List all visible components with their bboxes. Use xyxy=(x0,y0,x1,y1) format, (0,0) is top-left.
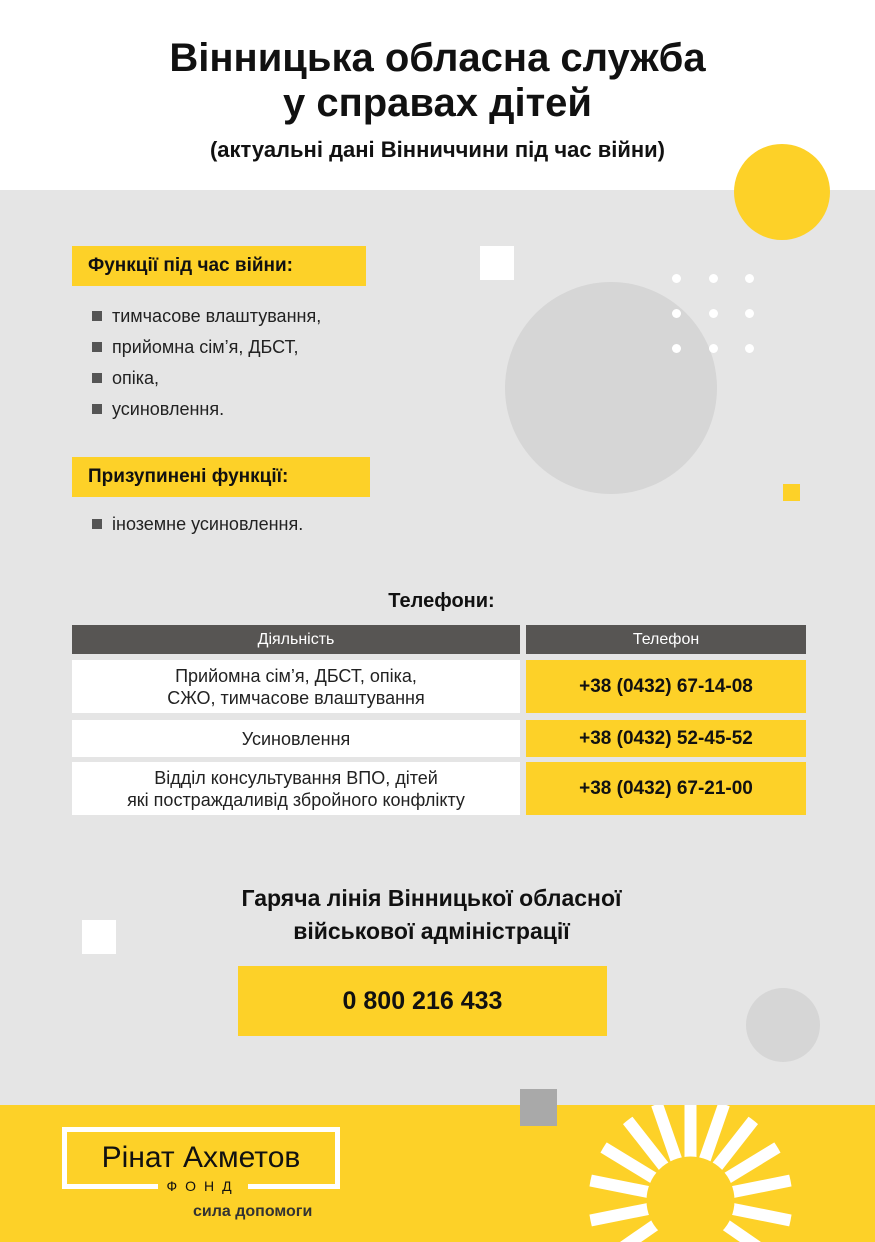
decor-white-square xyxy=(480,246,514,280)
title-line-2: у справах дітей xyxy=(282,81,593,125)
sun-logo-icon xyxy=(588,1105,793,1242)
logo-tagline: сила допомоги xyxy=(193,1203,313,1220)
logo-name: Рінат Ахметов xyxy=(101,1141,301,1174)
decor-yellow-square xyxy=(783,484,800,501)
logo-fond: ФОНД xyxy=(158,1176,248,1196)
phones-title: Телефони: xyxy=(388,590,495,612)
wartime-functions-list xyxy=(92,304,321,428)
list-item: прийомна сім’я, ДБСТ, xyxy=(92,335,321,366)
table-cell-phone[interactable]: +38 (0432) 52-45-52 xyxy=(526,720,806,757)
suspended-functions-list xyxy=(92,512,303,543)
decor-dot-grid xyxy=(672,274,756,354)
list-item: іноземне усиновлення. xyxy=(92,512,303,543)
decor-grey-square xyxy=(520,1089,557,1126)
decor-grey-circle-small xyxy=(746,988,820,1062)
table-cell-activity: Відділ консультування ВПО, дітей які постраждаливід збройного конфлікту xyxy=(72,762,520,815)
table-cell-activity: Усиновлення xyxy=(72,720,520,757)
list-item: усиновлення. xyxy=(92,397,321,428)
page-subtitle: (актуальні дані Вінниччини під час війни) xyxy=(209,137,666,162)
column-header-activity: Діяльність xyxy=(72,625,520,654)
list-item: опіка, xyxy=(92,366,321,397)
hotline-number[interactable]: 0 800 216 433 xyxy=(238,966,607,1036)
column-header-phone: Телефон xyxy=(526,625,806,654)
list-item: тимчасове влаштування, xyxy=(92,304,321,335)
table-cell-phone[interactable]: +38 (0432) 67-14-08 xyxy=(526,660,806,713)
table-cell-activity: Прийомна сім’я, ДБСТ, опіка, СЖО, тимчасове влаштування xyxy=(72,660,520,713)
suspended-functions-label: Призупинені функції: xyxy=(72,457,370,497)
wartime-functions-label: Функції під час війни: xyxy=(72,246,366,286)
hotline-title: Гаряча лінія Вінницької обласної військової адміністрації xyxy=(241,885,622,944)
table-cell-phone[interactable]: +38 (0432) 67-21-00 xyxy=(526,762,806,815)
page-title xyxy=(0,36,875,126)
decor-yellow-circle xyxy=(734,144,830,240)
title-line-1: Вінницька обласна служба xyxy=(169,36,706,80)
